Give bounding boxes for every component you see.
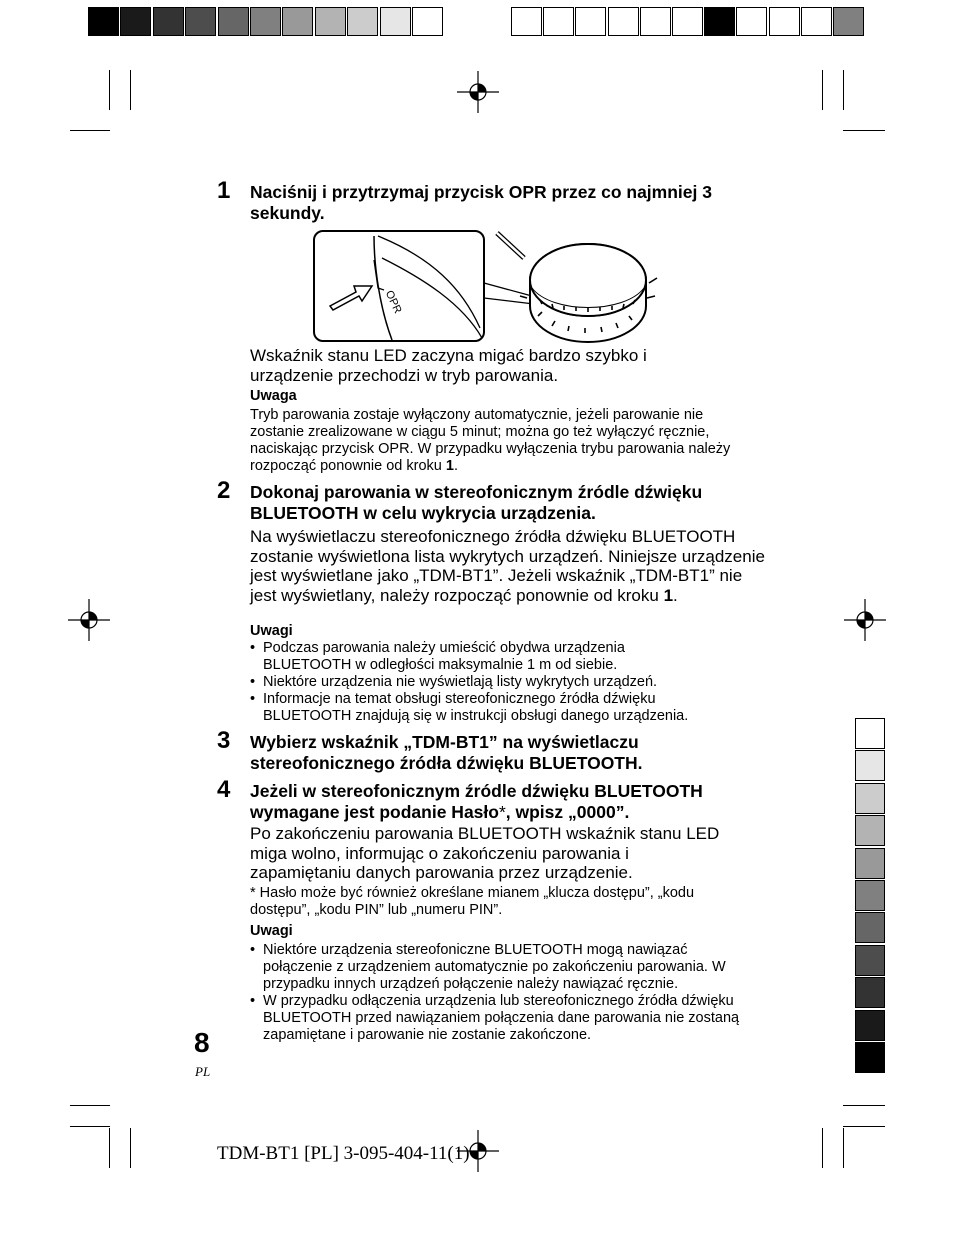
color-swatch — [315, 7, 346, 36]
color-swatch — [855, 718, 885, 749]
step-3-heading: Wybierz wskaźnik „TDM-BT1” na wyświetlaczu stereofonicznego źródła dźwięku BLUETOOTH. — [250, 732, 643, 773]
registration-mark-left — [68, 599, 110, 641]
color-swatch — [543, 7, 574, 36]
crop-mark-top-left-h — [70, 130, 110, 131]
step-4-number: 4 — [217, 776, 231, 803]
list-item — [250, 674, 770, 691]
color-swatch — [855, 750, 885, 781]
step-2-note-1: Podczas parowania należy umieścić obydwa urządzenia BLUETOOTH w odległości maksymalnie 1 m od siebie. — [263, 640, 625, 673]
color-swatch — [855, 1010, 885, 1041]
step-2-heading: Dokonaj parowania w stereofonicznym źródle dźwięku BLUETOOTH w celu wykrycia urządzenia. — [250, 482, 703, 523]
color-swatch — [153, 7, 184, 36]
step-3-number: 3 — [217, 727, 231, 754]
color-swatch — [855, 945, 885, 976]
crop-mark-bottom-left-v — [130, 1128, 131, 1168]
color-swatch — [608, 7, 639, 36]
color-swatch — [855, 880, 885, 911]
list-item — [250, 640, 770, 674]
step-1-number: 1 — [217, 177, 231, 204]
color-swatch — [380, 7, 411, 36]
step-1-body: Wskaźnik stanu LED zaczyna migać bardzo szybko i urządzenie przechodzi w tryb parowania. — [250, 346, 647, 385]
bullet: • — [250, 942, 256, 958]
color-swatch — [640, 7, 671, 36]
crop-mark-top-right-h — [843, 130, 885, 131]
list-item — [250, 993, 770, 1044]
step-2-note-2: Niektóre urządzenia nie wyświetlają listy wykrytych urządzeń. — [263, 674, 658, 690]
step-4-notes-title: Uwagi — [250, 923, 293, 939]
step-2-notes-title: Uwagi — [250, 623, 293, 639]
step-4-heading: Jeżeli w stereofonicznym źródle dźwięku BLUETOOTH wymagane jest podanie Hasło*, wpisz „0000”. — [250, 781, 703, 822]
crop-mark-bottom-left-v2 — [109, 1128, 110, 1168]
crop-mark-bottom-left-h — [70, 1105, 110, 1106]
color-swatch — [855, 848, 885, 879]
color-swatch — [185, 7, 216, 36]
color-swatch — [282, 7, 313, 36]
color-swatch — [801, 7, 832, 36]
page-language: PL — [195, 1064, 211, 1079]
color-swatch — [855, 977, 885, 1008]
step-2-note-3: Informacje na temat obsługi stereofonicznego źródła dźwięku BLUETOOTH znajdują się w instrukcji obsługi danego urządzenia. — [263, 691, 689, 724]
crop-mark-bottom-right-v2 — [843, 1128, 844, 1168]
bullet: • — [250, 691, 256, 707]
step-2-body: Na wyświetlaczu stereofonicznego źródła dźwięku BLUETOOTH zostanie wyświetlona lista wykrytych urządzeń. Niniejsze urządzenie jest wyświetlane jako „TDM-BT1”. Jeżeli wskaźnik „TDM-BT1” nie jest wyświetlany, należy rozpocząć ponownie od kroku 1. — [250, 527, 765, 605]
bullet: • — [250, 640, 256, 656]
color-swatch — [218, 7, 249, 36]
color-swatch — [704, 7, 735, 36]
step-4-footnote: * Hasło może być również określane mianem „klucza dostępu”, „kodu dostępu”, „kodu PIN” lub „numeru PIN”. — [250, 885, 695, 918]
list-item — [250, 691, 770, 725]
step-4-note-1: Niektóre urządzenia stereofoniczne BLUETOOTH mogą nawiązać połączenie z urządzeniem automatycznie po zakończeniu parowania. W przypadku innych urządzeń połączenie należy nawiązać ręcznie. — [263, 942, 726, 992]
step-4-body: Po zakończeniu parowania BLUETOOTH wskaźnik stanu LED miga wolno, informując o zakończeniu parowania i zapamiętaniu danych parowania przez urządzenie. — [250, 824, 720, 882]
opr-button-illustration — [312, 228, 672, 348]
crop-mark-bottom-right-v — [822, 1128, 823, 1168]
crop-mark-top-left-v — [130, 70, 131, 110]
footer-code: TDM-BT1 [PL] 3-095-404-11(1) — [217, 1143, 470, 1164]
step-1-note-title: Uwaga — [250, 388, 297, 404]
color-swatch — [120, 7, 151, 36]
color-swatch — [855, 912, 885, 943]
color-swatch — [672, 7, 703, 36]
color-swatch — [769, 7, 800, 36]
crop-mark-bottom-right-h2 — [843, 1126, 885, 1127]
color-swatch — [833, 7, 864, 36]
crop-mark-bottom-right-h — [843, 1105, 885, 1106]
step-1-note-text: Tryb parowania zostaje wyłączony automatycznie, jeżeli parowanie nie zostanie zrealizowane w ciągu 5 minut; można go też wyłączyć ręcznie, naciskając przycisk OPR. W przypadku wyłączenia trybu parowania należy rozpocząć ponownie od kroku 1. — [250, 407, 731, 474]
color-swatch — [736, 7, 767, 36]
crop-mark-top-left-v2 — [109, 70, 110, 110]
color-swatch — [250, 7, 281, 36]
color-swatch — [412, 7, 443, 36]
color-swatch — [88, 7, 119, 36]
step-1-heading: Naciśnij i przytrzymaj przycisk OPR przez co najmniej 3 sekundy. — [250, 182, 712, 223]
crop-mark-top-right-v — [822, 70, 823, 110]
color-swatch — [511, 7, 542, 36]
list-item — [250, 942, 770, 993]
step-4-note-2: W przypadku odłączenia urządzenia lub stereofonicznego źródła dźwięku BLUETOOTH przed nawiązaniem połączenia dane parowania nie zostaną zapamiętane i parowanie nie zostanie zakończone. — [263, 993, 740, 1043]
color-swatch — [575, 7, 606, 36]
color-swatch — [855, 815, 885, 846]
step-2-number: 2 — [217, 477, 231, 504]
page-number: 8 — [194, 1027, 210, 1058]
color-swatch — [855, 1042, 885, 1073]
registration-mark-top — [457, 71, 499, 113]
bullet: • — [250, 993, 256, 1009]
opr-label: OPR — [382, 288, 404, 316]
color-swatch — [855, 783, 885, 814]
registration-mark-right — [844, 599, 886, 641]
crop-mark-top-right-v2 — [843, 70, 844, 110]
crop-mark-bottom-left-h2 — [70, 1126, 110, 1127]
color-swatch — [347, 7, 378, 36]
bullet: • — [250, 674, 256, 690]
